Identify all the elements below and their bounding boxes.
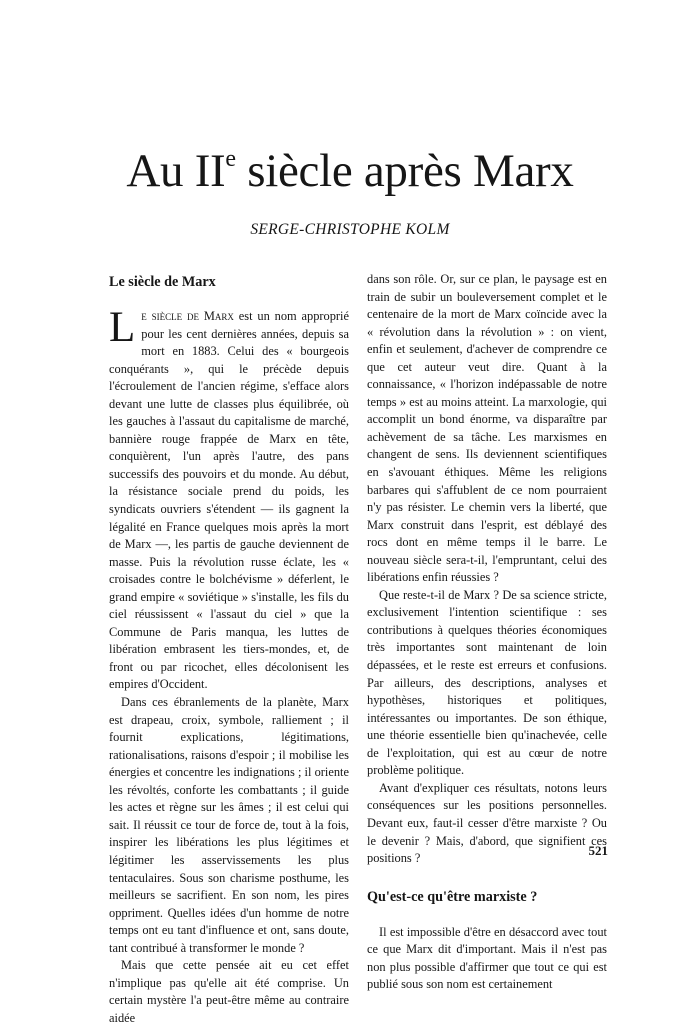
right-column	[367, 271, 607, 994]
drop-cap: L	[109, 304, 136, 351]
title-rest: siècle après Marx	[235, 145, 574, 197]
title-superscript: e	[225, 146, 236, 172]
article-author: SERGE-CHRISTOPHE KOLM	[250, 221, 450, 238]
title-main: Au II	[126, 145, 226, 197]
paragraph-avant: Avant d'expliquer ces résultats, notons leurs conséquences sur les positions personnelles. Devant eux, faut-il cesser d'être marxiste ? Ou le devenir ? Mais, d'abord, que signifient ces positions ?	[367, 780, 607, 866]
paragraph-intro-text: est un nom approprié pour les cent dernières années, depuis sa mort en 1883. Celui des « bourgeois conquérants », qui le précède depuis l'écroulement de l'ancien régime, s'efface alors devant une lutte de classes plus équilibrée, où les gauches à l'assaut du capitalisme de marché, bannière rouge frappée de Marx en tête, conquièrent, l'un après l'autre, des pans successifs des pouvoirs et du monde. Au début, la résistance sociale prend du poids, les syndicats ouvriers s'étendent — ils gagnent la légalité en France quelques mois après la mort de Marx —, les partis de gauche deviennent de masse. Puis la révolution russe éclate, les « croisades contre le bolchévisme » déferlent, le grand empire « soviétique » s'installe, les fils du ciel réussissent « l'assaut du ciel » que la Commune de Paris manqua, les luttes de libération embrasent les tiers-mondes, et, de front ou par ricochet, elles décolonisent les empires d'Occident.	[109, 309, 349, 692]
paragraph-ebranlements: Dans ces ébranlements de la planète, Marx est drapeau, croix, symbole, ralliement ; il fournit explications, légitimations, rationalisations, raisons d'espoir ; il mobilise les énergies et concentre les indignations ; il oriente les révoltés, conforte les combattants ; il guide les actes et règne sur les âmes ; il est celui qui sait. Il réussit ce tour de force de, tout à la fois, inspirer les libérations les plus légitimes et légitimer les asservissements les plus tentaculaires. Sous son charisme posthume, les meilleurs se sacrifient. En son nom, les pires oppriment. Quelles idées d'un homme de notre temps ont eu tant d'influence et ont, sans doute, tant contribué à transformer le monde ?	[109, 695, 349, 955]
left-column	[109, 271, 349, 1027]
paragraph-mais: Mais que cette pensée ait eu cet effet n'implique pas qu'elle ait été comprise. Un certain mystère l'a peut-être même au contraire aidée	[109, 958, 349, 1025]
page-number: 521	[588, 843, 608, 858]
lead-small-caps: e siècle de Marx	[141, 309, 234, 323]
section-heading-siecle: Le siècle de Marx	[109, 274, 216, 290]
paragraph-intro	[109, 304, 349, 694]
paragraph-impossible: Il est impossible d'être en désaccord avec tout ce que Marx dit d'important. Mais il n'est pas non plus possible d'affirmer que tout ce qui est publié sous son nom est certainement	[367, 924, 607, 992]
section-heading-marxiste: Qu'est-ce qu'être marxiste ?	[367, 888, 538, 905]
paragraph-reste: Que reste-t-il de Marx ? De sa science stricte, exclusivement l'intention scientifique : ses contributions à quelques théories économiques très importantes sont maintenant de loin dépassées, et le reste est erreurs et confusions. Par ailleurs, des descriptions, analyses et hypothèses, historiques et politiques, intéressantes ou importantes. De son éthique, une théorie essentielle bien qu'inachevée, celle de l'exploitation, qui est au cœur de notre problème politique.	[367, 587, 607, 778]
article-title	[0, 143, 700, 199]
paragraph-role: dans son rôle. Or, sur ce plan, le paysage est en train de subir un bouleversement complet et le centenaire de la mort de Marx coïncide avec la « révolution dans la révolution » : on vient, enfin et seulement, d'achever de comprendre ce que cet auteur veut dire. Quant à la connaissance, « l'horizon indépassable de notre temps » est au moins atteint. La marxologie, qui accomplit un bond énorme, va disparaître par achèvement de sa tâche. Les marxismes en changent de sens. Ils deviennent scientifiques en s'avouant éthiques. Même les religions barbares qui s'affublent de ce nom pourraient n'y pas résister. Le chemin vers la liberté, que Marx construit dans l'esprit, est déblayé des rocs dont en même temps il le barre. Le nouveau siècle sera-t-il, l'empruntant, celui des libérations enfin réussies ?	[367, 272, 607, 585]
